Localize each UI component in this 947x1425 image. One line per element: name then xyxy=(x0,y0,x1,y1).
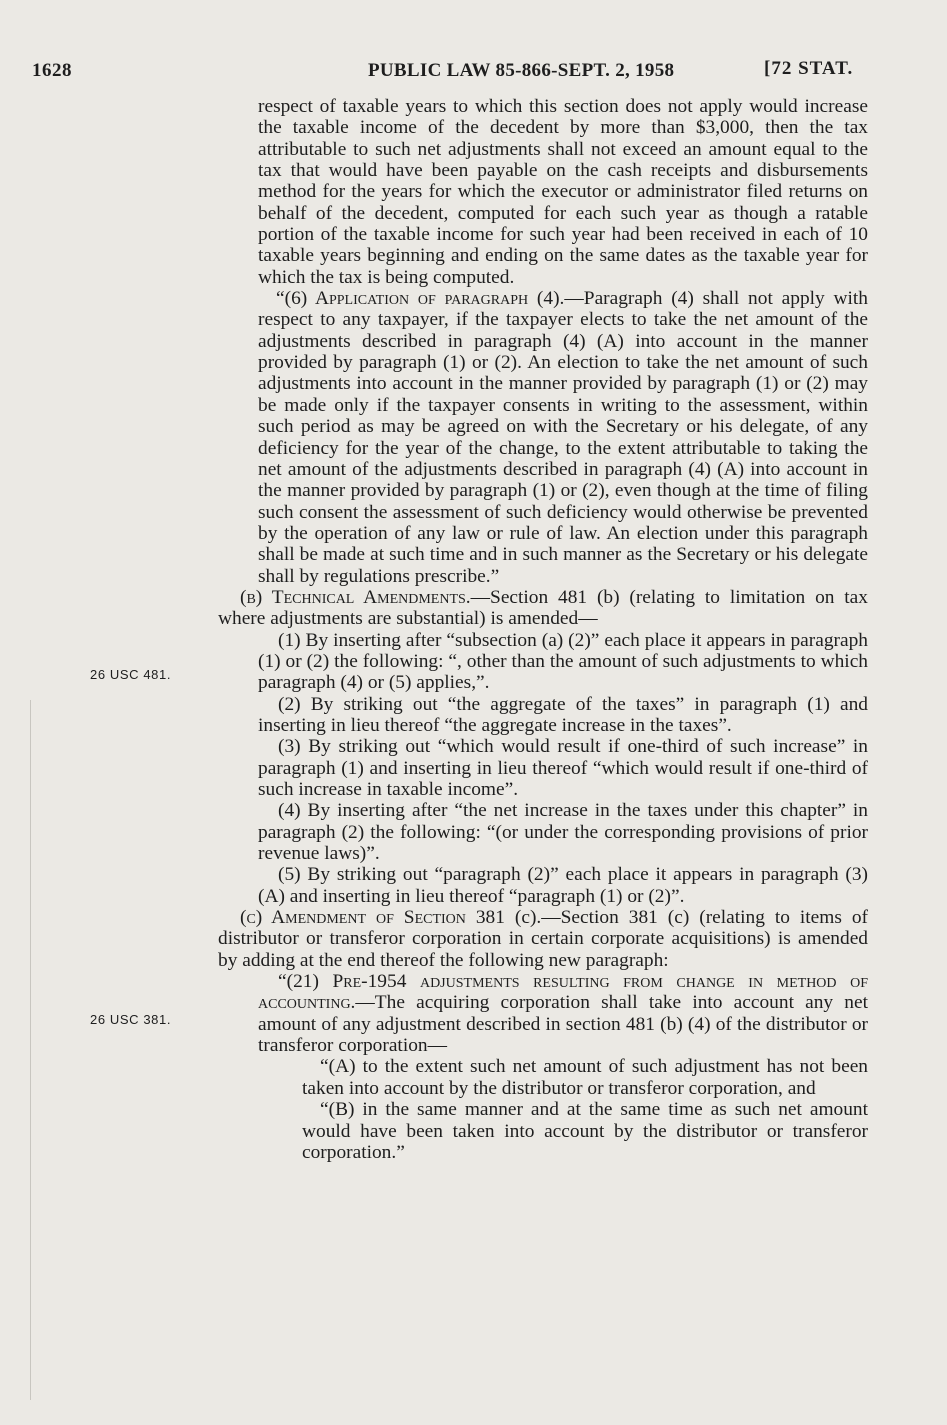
body-text xyxy=(218,96,868,1163)
subsection-c-text: 381 (c).—Section 381 (c) (relating to items of distributor or transferor corporation in certain corporate acquisitions) is amended by adding at the end thereof the following new paragraph: xyxy=(218,907,868,971)
paragraph-21-text: —The acquiring corporation shall take into account any net amount of any adjustment described in section 481 (b) (4) of the distributor or transferor corporation— xyxy=(258,992,868,1057)
paragraph-6-heading: “(6) Application of paragraph (4). xyxy=(276,288,565,310)
paragraph-21-heading: “(21) Pre-1954 adjustments resulting from change in method of accounting. xyxy=(258,971,868,1014)
paragraph-21 xyxy=(218,971,868,1056)
gutter-line xyxy=(30,700,31,1400)
margin-note-usc-381: 26 USC 381. xyxy=(90,1012,172,1027)
subsection-b-text: —Section 481 (b) (relating to limitation on tax where adjustments are substantial) is amended— xyxy=(218,586,868,630)
clause-a: “(A) to the extent such net amount of such adjustment has not been taken into account by the distributor or transferor corporation, and xyxy=(302,1056,868,1099)
subsection-b xyxy=(218,587,868,630)
subsection-c-heading: (c) Amendment of Section xyxy=(240,907,466,929)
amendment-2: (2) By striking out “the aggregate of the taxes” in paragraph (1) and inserting in lieu thereof “the aggregate increase in the taxes”. xyxy=(258,693,868,736)
paragraph-6 xyxy=(218,288,868,587)
subsection-b-heading: (b) Technical Amendments. xyxy=(240,586,471,608)
page-number: 1628 xyxy=(32,60,72,81)
running-head: PUBLIC LAW 85-866-SEPT. 2, 1958 xyxy=(368,60,675,81)
amendment-5: (5) By striking out “paragraph (2)” each place it appears in paragraph (3) (A) and inserting in lieu thereof “paragraph (1) or (2)”. xyxy=(258,864,868,907)
paragraph-6-text: —Paragraph (4) shall not apply with respect to any taxpayer, if the taxpayer elects to take the net amount of the adjustments described in paragraph (4) (A) into account in the manner provided by paragraph (1) or (2). An election to take the net amount of such adjustments into account in the manner provided by paragraph (1) or (2) may be made only if the taxpayer consents in writing to the assessment, within such period as may be agreed on with the Secretary or his delegate, of any deficiency for the year of the change, to the extent attributable to taking the net amount of the adjustments described in paragraph (4) (A) into account in the manner provided by paragraph (1) or (2), even though at the time of filing such consent the assessment of such deficiency would otherwise be prevented by the operation of any law or rule of law. An election under this paragraph shall be made at such time and in such manner as the Secretary or his delegate shall by regulations prescribe.” xyxy=(258,288,869,587)
amendment-3: (3) By striking out “which would result if one-third of such increase” in paragraph (1) and inserting in lieu thereof “which would result if one-third of such increase in taxable income”. xyxy=(258,736,868,800)
clause-b: “(B) in the same manner and at the same time as such net amount would have been taken into account by the distributor or transferor corporation.” xyxy=(302,1099,868,1163)
subsection-c xyxy=(218,907,868,971)
margin-note-usc-481: 26 USC 481. xyxy=(90,667,172,682)
stat-reference: [72 STAT. xyxy=(764,58,854,79)
amendment-1: (1) By inserting after “subsection (a) (2)” each place it appears in paragraph (1) or (2) the following: “, other than the amount of such adjustments to which paragraph (4) or (5) applies,”. xyxy=(258,629,868,694)
amendment-4: (4) By inserting after “the net increase in the taxes under this chapter” in paragraph (2) the following: “(or under the corresponding provisions of prior revenue laws)”. xyxy=(258,800,868,865)
paragraph-continuation: respect of taxable years to which this section does not apply would increase the taxable income of the decedent by more than $3,000, then the tax attributable to such net adjustments shall not exceed an amount equal to the tax that would have been payable on the cash receipts and disbursements method for the years for which the executor or administrator filed returns on behalf of the decedent, computed for each such year as though a ratable portion of the taxable income for such year had been received in each of 10 taxable years beginning and ending on the same dates as the taxable year for which the tax is being computed. xyxy=(258,96,868,288)
